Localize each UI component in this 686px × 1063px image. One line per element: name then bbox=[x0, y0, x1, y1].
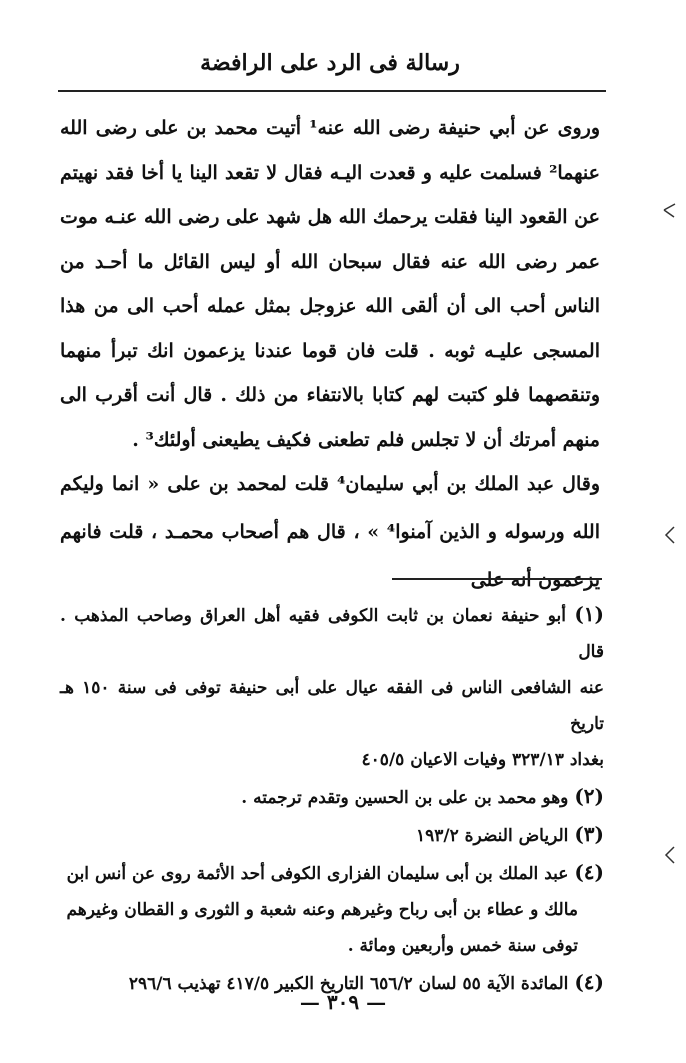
footnote-4 bbox=[60, 854, 604, 964]
footnote-text: مالك و عطاء بن أبى رباح وغيرهم وعنه شعبة و الثورى و القطان وغيرهم bbox=[66, 900, 578, 920]
footnote-text: الرياض النضرة ١٩٣/٢ bbox=[416, 826, 569, 846]
main-paragraph-2: وقال عبد الملك بن أبي سليمان⁴ قلت لمحمد بن على « انما وليكم الله ورسوله و الذين آمنوا⁴ » ، قال هم أصحاب محمـد ، قلت فانهم يزعمون أنه على bbox=[60, 473, 601, 591]
margin-mark-icon bbox=[662, 845, 676, 865]
footnote-text: بغداد ٣٢٣/١٣ وفيات الاعيان ٤٠٥/٥ bbox=[361, 750, 604, 770]
margin-mark-icon bbox=[662, 200, 676, 220]
footnote-divider bbox=[392, 578, 602, 580]
footnote-number: (٢) bbox=[574, 784, 604, 808]
footnote-2 bbox=[60, 778, 604, 816]
footnote-1 bbox=[60, 596, 604, 778]
footnote-text: عنه الشافعى الناس فى الفقه عيال على أبى حنيفة توفى فى سنة ١٥٠ هـ تاريخ bbox=[60, 678, 604, 734]
footnote-text: وهو محمد بن على بن الحسين وتقدم ترجمته . bbox=[241, 788, 569, 808]
header-divider bbox=[58, 90, 606, 92]
footnote-number: (٤) bbox=[574, 970, 604, 994]
footnote-text: أبو حنيفة نعمان بن ثابت الكوفى فقيه أهل العراق وصاحب المذهب . قال bbox=[60, 606, 604, 662]
footnote-text: المائدة الآية ٥٥ لسان ٦٥٦/٢ التاريخ الكبير ٤١٧/٥ تهذيب ٢٩٦/٦ bbox=[128, 974, 569, 994]
page-number: — ٣٠٩ — bbox=[299, 990, 387, 1014]
footnotes bbox=[60, 596, 604, 1002]
footnote-number: (٤) bbox=[574, 860, 604, 884]
footnote-3 bbox=[60, 816, 604, 854]
running-header: رسالة فى الرد على الرافضة bbox=[200, 50, 460, 76]
footnote-number: (١) bbox=[574, 602, 605, 626]
margin-mark-icon bbox=[662, 525, 676, 545]
footnote-text: توفى سنة خمس وأربعين ومائة . bbox=[347, 936, 578, 956]
main-paragraph-1: وروى عن أبي حنيفة رضى الله عنه¹ أتيت محمد بن على رضى الله عنهما² فسلمت عليه و قعدت اليـه فقال لا تقعد الينا يا أخا فقد نهيتم عن القعود الينا فقلت يرحمك الله هل شهد على رضى الله عنـه موت عمر رضى الله عنه فقال سبحان الله أو ليس القائل ما أحـد من الناس أحب الى أن ألقى الله عزوجل بمثل عمله أحب الى من هذا المسجى عليـه ثوبه . قلت فان قوما عندنا يزعمون انك تبرأ منهما وتنقصهما فلو كتبت لهم كتابا بالانتفاء من ذلك . قال أنت أقرب الى منهم أمرتك أن لا تجلس فلم تطعنى فكيف يطيعنى أولئك³ . bbox=[60, 117, 600, 451]
footnote-text: عبد الملك بن أبى سليمان الفزارى الكوفى أحد الأئمة روى عن أنس ابن bbox=[66, 864, 569, 884]
footnote-number: (٣) bbox=[574, 822, 604, 846]
